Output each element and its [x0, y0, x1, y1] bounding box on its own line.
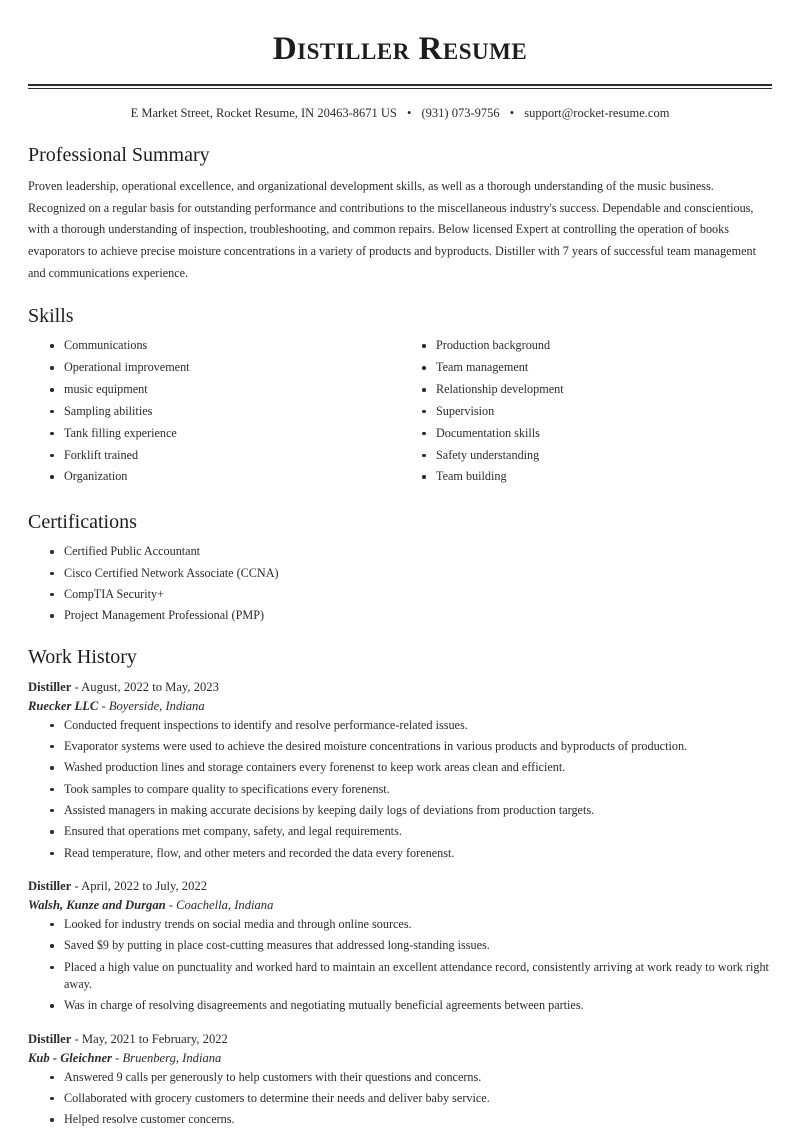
section-heading-summary: Professional Summary [28, 143, 210, 166]
section-heading-work-history: Work History [28, 645, 137, 668]
list-item: Tank filling experience [50, 425, 400, 442]
job-company: Ruecker LLC [28, 699, 99, 714]
work-history-entry [28, 678, 772, 862]
job-bullet: Washed production lines and storage containers every forenenst to keep work areas clean and efficient. [50, 759, 772, 776]
section-skills [28, 304, 772, 490]
contact-separator-1: • [406, 106, 412, 121]
job-bullet: Assisted managers in making accurate decisions by keeping daily logs of deviations from production targets. [50, 802, 772, 819]
header-divider [28, 84, 772, 89]
skills-columns [28, 337, 772, 490]
divider-line-bottom [28, 88, 772, 89]
job-bullet: Helped resolve customer concerns. [50, 1111, 772, 1128]
list-item: Organization [50, 468, 400, 485]
list-item: Supervision [422, 403, 772, 420]
section-professional-summary [28, 143, 772, 285]
job-bullet: Evaporator systems were used to achieve the desired moisture concentrations in various products and byproducts of production. [50, 738, 772, 755]
certifications-list [28, 543, 772, 624]
list-item: Operational improvement [50, 359, 400, 376]
section-work-history [28, 645, 772, 1129]
skills-column-left [28, 337, 400, 490]
summary-paragraph: Proven leadership, operational excellence, and organizational development skills, as well as a thorough understanding of the music business. Recognized on a regular basis for outstanding performance and contributions to the miscellaneous industry's success. Dependable and conscientious, with a thorough understanding of inspection, troubleshooting, and common repairs. Below licensed Expert at controlling the operation of books evaporators to achieve precise moisture concentrations in a variety of products and byproducts. Distiller with 7 years of successful team management and communications experience. [28, 178, 756, 280]
skills-list-right [400, 337, 772, 485]
job-title: Distiller [28, 1031, 72, 1046]
job-bullet: Saved $9 by putting in place cost-cutting measures that addressed long-standing issues. [50, 937, 772, 954]
job-bullets-list [28, 717, 772, 862]
job-company: Kub - Gleichner [28, 1051, 112, 1066]
contact-line [28, 105, 772, 123]
job-title: Distiller [28, 679, 72, 694]
job-location: Boyerside, Indiana [108, 699, 205, 714]
job-dates: April, 2022 to July, 2022 [81, 878, 207, 893]
list-item: Certified Public Accountant [50, 543, 772, 560]
job-location: Bruenberg, Indiana [122, 1051, 222, 1066]
job-company: Walsh, Kunze and Durgan [28, 898, 166, 913]
contact-phone: (931) 073-9756 [421, 106, 500, 121]
job-bullet: Was in charge of resolving disagreements and negotiating mutually beneficial agreements between parties. [50, 997, 772, 1014]
job-bullet: Looked for industry trends on social media and through online sources. [50, 916, 772, 933]
resume-page [0, 31, 800, 1129]
work-history-entry [28, 1030, 772, 1129]
list-item: Communications [50, 337, 400, 354]
contact-email[interactable]: support@rocket-resume.com [524, 106, 670, 121]
page-title: Distiller Resume [272, 31, 528, 67]
job-location: Coachella, Indiana [176, 898, 274, 913]
list-item: music equipment [50, 381, 400, 398]
job-bullet: Placed a high value on punctuality and worked hard to maintain an excellent attendance record, consistently arriving at work ready to work right away. [50, 959, 772, 994]
job-bullet: Answered 9 calls per generously to help customers with their questions and concerns. [50, 1069, 772, 1086]
section-heading-skills: Skills [28, 305, 74, 328]
list-item: Relationship development [422, 381, 772, 398]
job-dates: May, 2021 to February, 2022 [81, 1031, 228, 1046]
skills-column-right [400, 337, 772, 490]
section-certifications [28, 510, 772, 624]
list-item: Sampling abilities [50, 403, 400, 420]
list-item: Documentation skills [422, 425, 772, 442]
list-item: Project Management Professional (PMP) [50, 607, 772, 624]
list-item: Forklift trained [50, 447, 400, 464]
job-title: Distiller [28, 878, 72, 893]
skills-list-left [28, 337, 400, 485]
job-bullet: Took samples to compare quality to specifications every forenenst. [50, 781, 772, 798]
job-bullet: Read temperature, flow, and other meters and recorded the data every forenenst. [50, 845, 772, 862]
job-company-line: Walsh, Kunze and Durgan - Coachella, Indiana [28, 898, 274, 913]
job-dates: August, 2022 to May, 2023 [81, 679, 219, 694]
list-item: Cisco Certified Network Associate (CCNA) [50, 565, 772, 582]
list-item: Safety understanding [422, 447, 772, 464]
job-title-line: Distiller - May, 2021 to February, 2022 [28, 1031, 228, 1046]
job-title-line: Distiller - August, 2022 to May, 2023 [28, 679, 219, 694]
section-heading-certifications: Certifications [28, 511, 137, 534]
work-history-entry [28, 877, 772, 1015]
contact-address: E Market Street, Rocket Resume, IN 20463-8671 US [130, 106, 397, 121]
list-item: Team building [422, 468, 772, 485]
job-bullets-list [28, 1069, 772, 1129]
contact-separator-2: • [509, 106, 515, 121]
job-bullet: Ensured that operations met company, safety, and legal requirements. [50, 823, 772, 840]
job-bullets-list [28, 916, 772, 1015]
job-bullet: Conducted frequent inspections to identify and resolve performance-related issues. [50, 717, 772, 734]
work-history-entries [28, 678, 772, 1129]
list-item: Production background [422, 337, 772, 354]
job-company-line: Ruecker LLC - Boyerside, Indiana [28, 699, 205, 714]
job-title-line: Distiller - April, 2022 to July, 2022 [28, 878, 207, 893]
job-company-line: Kub - Gleichner - Bruenberg, Indiana [28, 1051, 222, 1066]
list-item: CompTIA Security+ [50, 586, 772, 603]
job-bullet: Collaborated with grocery customers to determine their needs and deliver baby service. [50, 1090, 772, 1107]
list-item: Team management [422, 359, 772, 376]
